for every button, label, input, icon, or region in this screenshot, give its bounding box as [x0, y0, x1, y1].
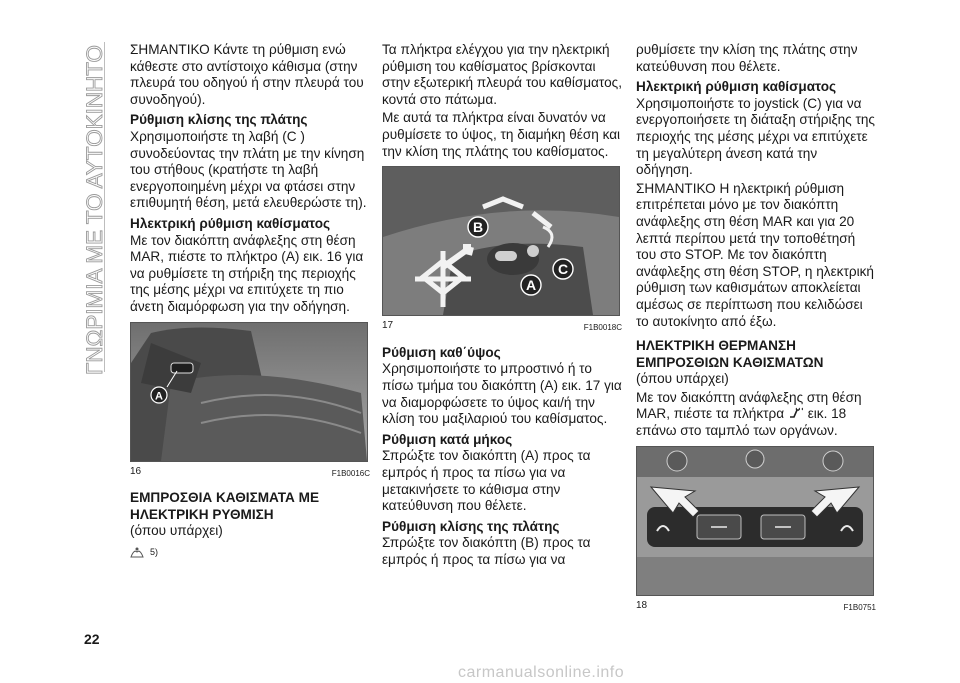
note-reference [130, 544, 370, 561]
figure-16-seat-lumbar [130, 322, 368, 462]
seat-illustration [131, 323, 367, 461]
paragraph: ΣΗΜΑΝΤΙΚΟ Η ηλεκτρική ρύθμιση επιτρέπεται μόνο με τον διακόπτη ανάφλεξης στη θέση MAR και για 20 λεπτά περίπου μετά την τοποθέτησή του στο STOP. Με τον διακόπτη ανάφλεξης στη θέση STOP, η ηλεκτρική ρύθμιση των καθισμάτων αποκλείεται αμέσως σε περίπτωση που κελιδώσει το αυτοκίνητο από έξω. [636, 180, 874, 329]
seat-controls-illustration [383, 167, 619, 315]
side-divider [104, 42, 105, 372]
paragraph-text: εικ. 18 επάνω στο ταμπλό των οργάνων. [636, 406, 847, 439]
column-2 [382, 42, 622, 570]
paragraph: Με αυτά τα πλήκτρα είναι δυνατόν να ρυθμίσετε το ύψος, τη διαμήκη θέση και την κλίση της πλάτης του καθίσματος. [382, 110, 621, 159]
section-heading: Ρύθμιση κατά μήκος [382, 431, 513, 447]
figure-code: F1B0751 [843, 602, 876, 612]
side-title-text: ΓΝΩΡΙΜΙΑ ΜΕ ΤΟ ΑΥΤΟΚΙΝΗΤΟ [82, 51, 107, 375]
figure-number: 17 [382, 320, 394, 332]
page-number: 22 [84, 631, 100, 647]
section-heading: ΕΜΠΡΟΣΘΙΑ ΚΑΘΙΣΜΑΤΑ ΜΕ ΗΛΕΚΤΡΙΚΗ ΡΥΘΜΙΣΗ [130, 490, 320, 522]
figure-caption [130, 464, 370, 483]
seat-heater-icon [788, 407, 804, 419]
figure-code: F1B0016C [331, 468, 370, 478]
paragraph: Σπρώξτε τον διακόπτη (A) προς τα εμπρός ή προς τα πίσω για να μετακινήσετε το κάθισμα στην κατεύθυνση που θέλετε. [382, 448, 591, 514]
callout-label: A [525, 277, 537, 294]
paragraph: (όπου υπάρχει) [130, 523, 223, 539]
dashboard-illustration [637, 447, 873, 595]
paragraph: Σπρώξτε τον διακόπτη (B) προς τα εμπρός ή προς τα πίσω για να [382, 535, 591, 567]
side-section-title [58, 40, 118, 380]
note-symbol-icon [130, 546, 144, 558]
section-heading: Ρύθμιση καθ΄ύψος [382, 344, 501, 360]
paragraph: Τα πλήκτρα ελέγχου για την ηλεκτρική ρύθμιση του καθίσματος βρίσκονται στην εξωτερική πλευρά του καθίσματος, κοντά στο πάτωμα. [382, 42, 622, 107]
paragraph: (όπου υπάρχει) [636, 371, 729, 387]
section-heading: Ηλεκτρική ρύθμιση καθίσματος [636, 79, 837, 95]
callout-label: B [472, 219, 484, 236]
figure-caption [382, 318, 622, 337]
callout-label: C [557, 261, 569, 278]
column-3 [636, 42, 876, 624]
figure-caption [636, 598, 876, 617]
section-heading: Ηλεκτρική ρύθμιση καθίσματος [130, 215, 331, 231]
figure-number: 16 [130, 465, 142, 477]
callout-label: A [155, 390, 163, 402]
paragraph: ρυθμίσετε την κλίση της πλάτης στην κατεύθυνση που θέλετε. [636, 42, 858, 74]
paragraph: ΣΗΜΑΝΤΙΚΟ Κάντε τη ρύθμιση ενώ κάθεστε στο αντίστοιχο κάθισμα (στην πλευρά του οδηγού ή στην πλευρά του συνοδηγού). [130, 42, 364, 107]
paragraph: Με τον διακόπτη ανάφλεξης στη θέση MAR, πιέστε το πλήκτρο (A) εικ. 16 για να ρυθμίσετε τη στήριξη της περιοχής της μέσης μέχρι να επιτύχετε τη πιο άνετη διαμόρφωση για την οδήγηση. [130, 232, 364, 314]
figure-number: 18 [636, 599, 648, 611]
figure-code: F1B0018C [583, 323, 622, 333]
paragraph: Χρησιμοποιήστε τη λαβή (C ) συνοδεύοντας την πλάτη με την κίνηση του στήθους (κρατήστε τη λαβή ενεργοποιημένη μέχρι να φτάσει στην επιθυμητή θέση, μετά ελευθερώστε τη). [130, 128, 367, 211]
paragraph [636, 390, 876, 440]
section-heading: ΗΛΕΚΤΡΙΚΗ ΘΕΡΜΑΝΣΗ ΕΜΠΡΟΣΘΙΩΝ ΚΑΘΙΣΜΑΤΩΝ [636, 338, 824, 370]
section-heading: Ρύθμιση κλίσης της πλάτης [382, 518, 560, 534]
paragraph-text: Με τον διακόπτη ανάφλεξης στη θέση MAR, πιέστε τα πλήκτρα [636, 389, 862, 422]
note-number: 5) [150, 546, 159, 557]
watermark: carmanualsonline.info [458, 664, 625, 681]
column-1 [130, 42, 370, 560]
section-heading: Ρύθμιση κλίσης της πλάτης [130, 112, 308, 128]
paragraph: Χρησιμοποιήστε το joystick (C) για να ενεργοποιήσετε τη διάταξη στήριξης της περιοχής της μέσης μέχρι να επιτύχετε τη μεγαλύτερη άνεση κατά την οδήγηση. [636, 95, 875, 178]
figure-17-seat-controls [382, 166, 620, 316]
paragraph: Χρησιμοποιήστε το μπροστινό ή το πίσω τμήμα του διακόπτη (A) εικ. 17 για να διαμορφώσετε το ύψος και/ή την κλίση του μαξιλαριού του καθίσματος. [382, 361, 622, 427]
figure-18-heater-buttons [636, 446, 874, 596]
